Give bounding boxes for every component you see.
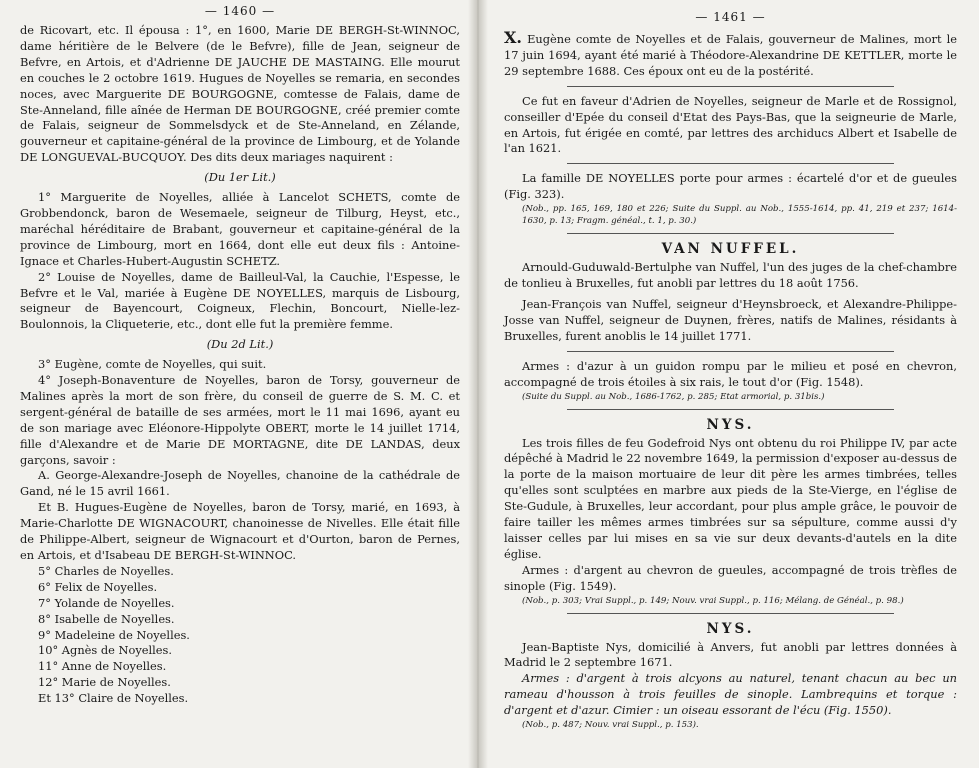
- list-item: 9° Madeleine de Noyelles.: [38, 627, 190, 642]
- list-item: 4° Joseph-Bonaventure de Noyelles, baron de Torsy, gouverneur de Malines après la mort de son frère, du conseil de guerre de S. M. C. et sergent-général de bataille de ses armées, mort le 11 mai 1696, ayant eu de son mariage avec Eléonore-Hippolyte OBERT, morte le 14 juillet 1714, fille d'Alexandre et de Marie DE MORTAGNE, dite DE LANDAS, deux garçons, savoir :: [20, 373, 460, 467]
- nys-second-references: (Nob., p. 487; Nouv. vrai Suppl., p. 153).: [522, 720, 699, 731]
- right-page: [478, 0, 979, 768]
- nys-second-paragraph: Jean-Baptiste Nys, domicilié à Anvers, fut anobli par lettres données à Madrid le 2 septembre 1671.: [504, 639, 957, 670]
- noyelles-arms: La famille DE NOYELLES porte pour armes : écartelé d'or et de gueules (Fig. 323).: [504, 171, 957, 202]
- van-nuffel-paragraph-1: Arnould-Guduwald-Bertulphe van Nuffel, l'un des juges de la chef-chambre de tonlieu à Bruxelles, fut anobli par lettres du 18 août 1756.: [504, 260, 957, 291]
- list-item: 5° Charles de Noyelles.: [38, 563, 174, 578]
- paragraph-comte-marle: Ce fut en faveur d'Adrien de Noyelles, seigneur de Marle et de Rossignol, conseiller d'Epée du conseil d'Etat des Pays-Bas, que la seigneurie de Marle, en Artois, fut érigée en comté, par lettres des archiducs Albert et Isabelle de l'an 1621.: [504, 93, 957, 156]
- list-item: 8° Isabelle de Noyelles.: [38, 611, 175, 626]
- paragraph-ricovart: de Ricovart, etc. Il épousa : 1°, en 1600, Marie DE BERGH-St-WINNOC, dame héritière de le Belvere (de le Befvre), fille de Jean, seigneur de Befvre, en Artois, et d'Adrienne DE JAUCHE DE MASTAING. Elle mourut en couches le 2 octobre 1619. Hugues de Noyelles se remaria, en secondes noces, avec Marguerite DE BOURGOGNE, comtesse de Falais, dame de Ste-Anneland, fille aînée de Herman DE BOURGOGNE, créé premier comte de Falais, seigneur de Sommelsdyck et de Ste-Anneland, en Zélande, gouverneur et capitaine-général de la province de Limbourg, et de Yolande DE LONGUEVAL-BUCQUOY. Des dits deux mariages naquirent :: [20, 23, 460, 165]
- list-item: A. George-Alexandre-Joseph de Noyelles, chanoine de la cathédrale de Gand, né le 15 avril 1661.: [20, 468, 460, 499]
- left-page: [0, 0, 478, 768]
- roman-numeral-marker: X.: [504, 28, 522, 47]
- nys-second-arms: Armes : d'argent à trois alcyons au naturel, tenant chacun au bec un rameau d'housson à trois feuilles de sinople. Lambrequins et torque : d'argent et d'azur. Cimier : un oiseau essorant de l'écu (Fig. 1550).: [504, 671, 957, 718]
- separator: [567, 613, 893, 614]
- heading-nys: NYS.: [706, 416, 755, 433]
- first-marriage-children: [20, 190, 460, 333]
- van-nuffel-arms: Armes : d'azur à un guidon rompu par le milieu et posé en chevron, accompagné de trois étoiles à six rais, le tout d'or (Fig. 1548).: [504, 358, 957, 389]
- nys-arms: Armes : d'argent au chevron de gueules, accompagné de trois trèfles de sinople (Fig. 1549).: [504, 562, 957, 593]
- heading-van-nuffel: VAN NUFFEL.: [661, 241, 800, 258]
- noyelles-references: (Nob., pp. 165, 169, 180 et 226; Suite du Suppl. au Nob., 1555-1614, pp. 41, 219 et 237; 1614-1630, p. 13; Fragm. généal., t. 1, p. 30.): [522, 204, 957, 227]
- list-item: 12° Marie de Noyelles.: [38, 675, 171, 690]
- page-number-right: — 1461 —: [695, 10, 766, 24]
- list-item: 7° Yolande de Noyelles.: [38, 595, 175, 610]
- list-item: 3° Eugène, comte de Noyelles, qui suit.: [38, 357, 267, 372]
- van-nuffel-references: (Suite du Suppl. au Nob., 1686-1762, p. 285; Etat armorial, p. 31bis.): [522, 391, 825, 402]
- van-nuffel-paragraph-2: Jean-François van Nuffel, seigneur d'Heynsbroeck, et Alexandre-Philippe-Josse van Nuffel, seigneur de Duynen, frères, natifs de Malines, résidants à Bruxelles, furent anoblis le 14 juillet 1771.: [504, 296, 957, 343]
- second-marriage-children: [20, 357, 460, 707]
- subheading-second-marriage: (Du 2d Lit.): [206, 337, 274, 352]
- list-item: Et B. Hugues-Eugène de Noyelles, baron de Torsy, marié, en 1693, à Marie-Charlotte DE WIGNACOURT, chanoinesse de Nivelles. Elle était fille de Philippe-Albert, seigneur de Wignacourt et d'Ourton, baron de Pernes, en Artois, et d'Isabeau DE BERGH-St-WINNOC.: [20, 500, 460, 562]
- subheading-first-marriage: (Du 1er Lit.): [204, 170, 276, 185]
- list-item: 10° Agnès de Noyelles.: [38, 643, 173, 658]
- separator: [567, 163, 893, 164]
- nys-references: (Nob., p. 303; Vrai Suppl., p. 149; Nouv. vrai Suppl., p. 116; Mélang. de Généal., p. 98.): [522, 595, 904, 606]
- heading-nys-second: NYS.: [706, 620, 755, 637]
- separator: [567, 233, 893, 234]
- separator: [567, 86, 893, 87]
- separator: [567, 351, 893, 352]
- nys-paragraph: Les trois filles de feu Godefroid Nys ont obtenu du roi Philippe IV, par acte dépêché à Madrid le 22 novembre 1649, la permission d'exposer au-dessus de la porte de la maison mortuaire de leur dit père les armes timbrées, telles qu'elles sont sculptées en marbre aux pieds de la Ste-Vierge, en l'église de Ste-Gudule, à Bruxelles, leur accordant, pour plus ample grâce, le pouvoir de faire tailler les mêmes armes timbrées sur sa sépulture, comme aussi d'y laisser celles par lui mises en sa vie sur deux devants-d'autels en la dite église.: [504, 435, 957, 561]
- separator: [567, 409, 893, 410]
- list-item: 2° Louise de Noyelles, dame de Bailleul-Val, la Cauchie, l'Espesse, le Befvre et le Val, mariée à Eugène DE NOYELLES, marquis de Lisbourg, seigneur de Bayencourt, Coigneux, Flechin, Boncourt, Nielle-lez-Boulonnois, la Cliqueterie, etc., dont elle fut la première femme.: [20, 269, 460, 332]
- list-item: 11° Anne de Noyelles.: [38, 659, 167, 674]
- entry-x-text: Eugène comte de Noyelles et de Falais, gouverneur de Malines, mort le 17 juin 1694, ayant été marié à Théodore-Alexandrine DE KETTLER, morte le 29 septembre 1688. Ces époux ont eu de la postérité.: [504, 32, 958, 78]
- entry-x: [504, 30, 957, 80]
- page-number-left: — 1460 —: [204, 4, 276, 18]
- list-item: 1° Marguerite de Noyelles, alliée à Lancelot SCHETS, comte de Grobbendonck, baron de Wesemaele, seigneur de Tilburg, Heyst, etc., maréchal héréditaire de Brabant, gouverneur et capitaine-général de la province de Limbourg, mort en 1664, dont elle eut deux fils : Antoine-Ignace et Charles-Hubert-Augustin SCHETZ.: [20, 190, 460, 268]
- list-item: Et 13° Claire de Noyelles.: [38, 691, 189, 706]
- list-item: 6° Felix de Noyelles.: [38, 579, 158, 594]
